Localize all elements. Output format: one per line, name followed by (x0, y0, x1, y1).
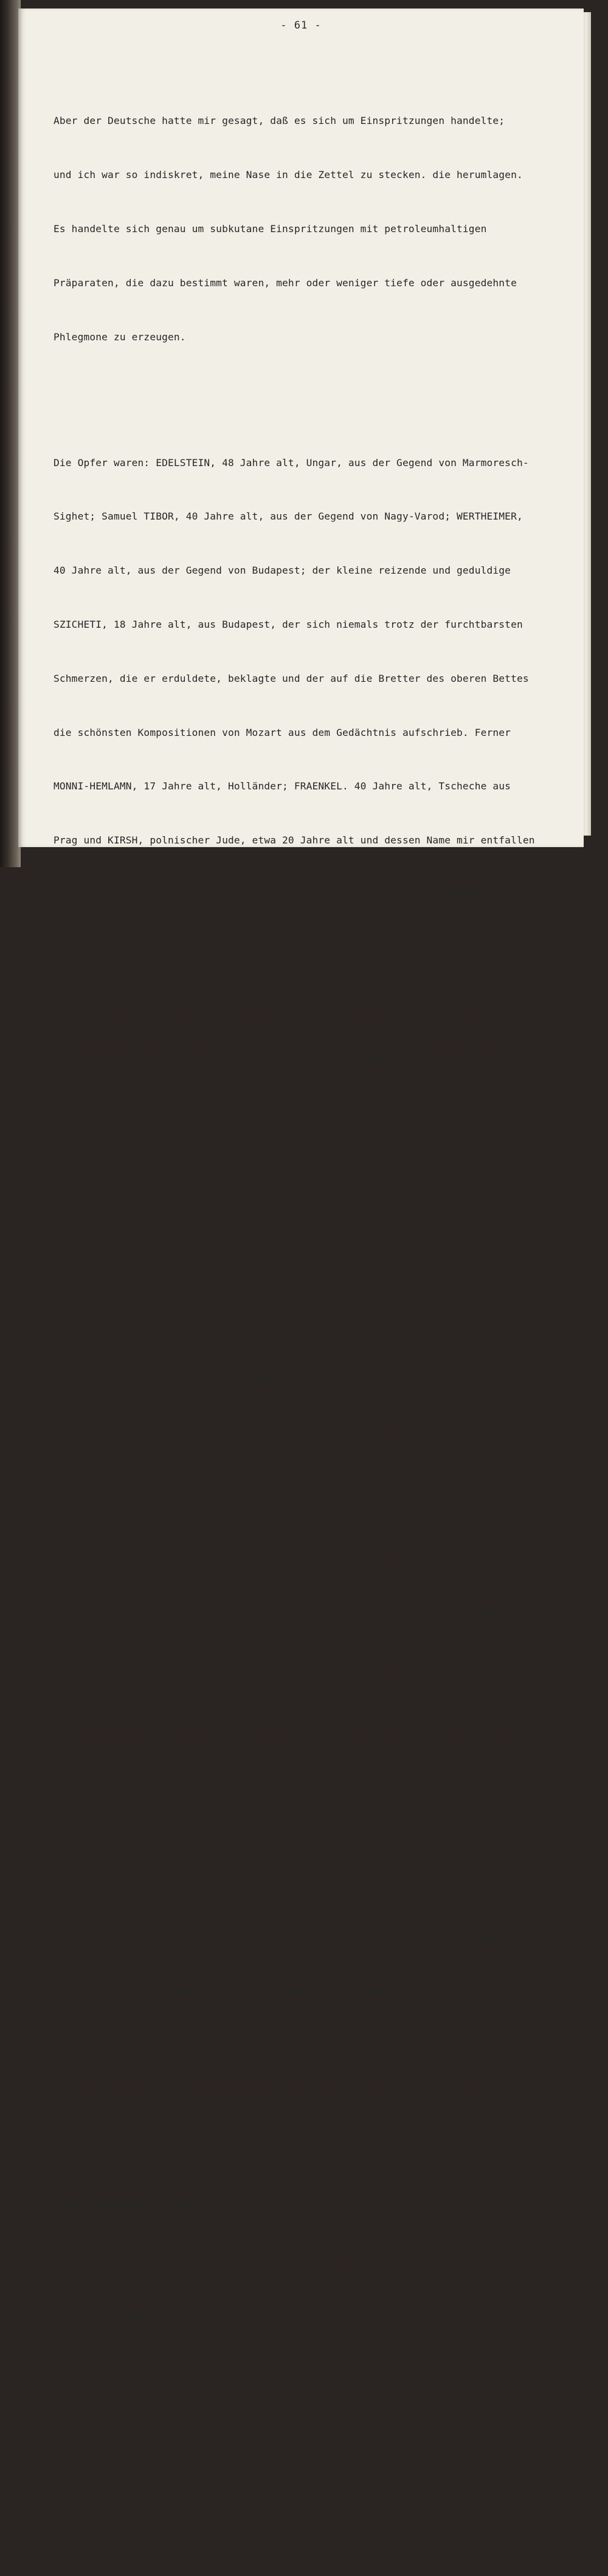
text-line: die schönsten Kompositionen von Mozart aus dem Gedächtnis aufschrieb. Ferner (54, 726, 511, 738)
text-line: SZICHETI, 18 Jahre alt, aus Budapest, der sich niemals trotz der furchtbarsten (54, 619, 523, 630)
text-line: Aber der Deutsche hatte mir gesagt, daß es sich um Einspritzungen handelte; (54, 115, 505, 127)
page-number: - 61 - (280, 19, 322, 32)
paragraph-victims (54, 417, 580, 1479)
paragraph-phlegmone (54, 1515, 580, 2360)
text-line: Blasen auch den injizierten Teil: die Flüssigkeit, die braun, trübe und schmutzig (54, 1266, 541, 1278)
text-line: Es handelte sich genau um subkutane Einspritzungen mit petroleumhaltigen (54, 222, 487, 235)
text-line: Sighet; Samuel TIBOR, 40 Jahre alt, aus der Gegend von Nagy-Varod; WERTHEIMER, (54, 510, 523, 523)
text-line: 40 Jahre alt, aus der Gegend von Budapest; der kleine reizende und geduldige (54, 565, 511, 577)
text-line: nischen Juden, die die Einspritzungen in die Oberschenkel erhielten. Nach der (54, 996, 517, 1008)
text-line: Sie wurde im ganzen gesammelt in Gefäßen, die man versiegelt zur Untersuchung (54, 1716, 517, 1728)
text-line: Feldwebels KASCHUB waren "keineswegs gefährlich". (54, 2309, 348, 2321)
text-line: Operationsmesser geöffnet. Die herausströmende Flüssigkeit hatte keineswegs das (54, 1607, 529, 1619)
text-line: STEIN, WERTHEIMER, SANINO). Bei derselben Gelegenheit schickte man den 14-jähri- (54, 2201, 535, 2213)
text-line: abfloß, roch einwandfrei nach Petroleum. Die Leiden der Patienten waren schreck- (54, 1320, 535, 1332)
text-line: Violette mit schwarzen Rändern über. Bei einigen (SZICHSTIN z.B.) bedeckten (54, 1212, 505, 1224)
text-line: bei der "Selektion" im Oktober 1944 wurden vier im August operierte "Patienten", (54, 2093, 535, 2105)
text-line: Wenn die Phlegmone reif geworden waren, wurden sie nach 8 bis 14 Tagen mit dem (54, 1553, 523, 1565)
text-line: deren Zustand aber noch ernst war, zum Vergasen fortgeschafft (SZICHETI, EDEL- (54, 2147, 523, 2159)
text-line: Schmerzen, die er erduldete, beklagte und der auf die Bretter des oberen Bettes (54, 672, 529, 684)
text-line: dort zu viele jüdische Opfer aufhielten, protestierten Dr. GAGA, Volksdeutscher (54, 1931, 529, 1943)
text-line: Präparaten, die dazu bestimmt waren, mehr oder weniger tiefe oder ausgedehnte (54, 276, 517, 289)
paragraph-intro (54, 76, 580, 382)
text-line: gen Sohn von Samuel mit, der krank neben seinem Vater lag. Die Präparate des (54, 2255, 511, 2267)
text-line: wurden in den Saal II von Block 28 zur Genesung geschickt. Der Saal II war ein (54, 1823, 523, 1835)
text-line: "arischer" Saal; denn das Lager hatte auch seine Rassenunterschiede. Wenn sich (54, 1877, 523, 1889)
text-line: 18 Jahre alt. Alle wurden in die Waden injiziert außer FRAENKEL und dem pol- (54, 942, 511, 954)
text-line: gewöhnliche Aussehen von Eiter. Sie war schwärzlich und roch nach Petroleum. (54, 1661, 511, 1674)
document-page (18, 9, 584, 2501)
text-line: Tonerde (Bleiacetat) 80% und Salpeter. Die so entstandenen Verbrennungen waren (54, 2488, 523, 2501)
text-line: die Kranken wurden auf die jüdischen Säle der Blocks 14 und 21 verteilt. Und (54, 2039, 511, 2051)
page-stack-edge (582, 12, 591, 836)
text-line: Das Aussehen war anfangs schmutzigrot und ging gegen Ende der Entwicklung ins (54, 1158, 517, 1170)
text-line: ist. Zuletzt zwei junge Norditaliener: SANINO, 19 Jahre alt, und SERMANETA, (54, 888, 505, 900)
text-line: Prag und KIRSH, polnischer Jude, etwa 20 Jahre alt und dessen Name mir entfallen (54, 834, 535, 847)
body-text (54, 40, 580, 2576)
text-line: MONNI-HEMLAMN, 17 Jahre alt, Holländer; FRAENKEL. 40 Jahre alt, Tscheche aus (54, 780, 511, 792)
text-line: (Pole deutscher Abstammung), Chefarzt vom Block 28, gegen diese Mischung; und (54, 1985, 517, 1997)
text-line: und ich war so indiskret, meine Nase in die Zettel zu stecken. die herumlagen. (54, 169, 523, 181)
paragraph-second-series (54, 2396, 580, 2540)
text-line: Phlegmone zu erzeugen. (54, 331, 186, 343)
text-line: Einspritzung bekamen einige (EDELSTEIN, SANINO, SERMANETA) 48 Stunden lang (54, 1050, 499, 1062)
text-line: einen einzigen Verband mit Ichthyol 20%. Dann ließ man die Infektion wirken. (54, 1104, 511, 1116)
text-line: gemacht waren. Die Temperatur schwankte zwischen 39 und 40 Grad. (54, 1427, 439, 1440)
text-line: nach Breslau sandte. Danach waren die "Patienten" nicht mehr interessant. Sie (54, 1770, 517, 1781)
text-line: Die zweite Versuchsserie bestand aus Verbrennungen am Nacken mit essigsaurer (54, 2434, 511, 2447)
text-line: Die Opfer waren: EDELSTEIN, 48 Jahre alt, Ungar, aus der Gegend von Marmoresch- (54, 456, 529, 469)
book-binding-shadow (0, 0, 21, 867)
text-line: lich. Stechende Schmerzen durchdrangen die Glieder, in die die Einspritzungen (54, 1373, 517, 1386)
